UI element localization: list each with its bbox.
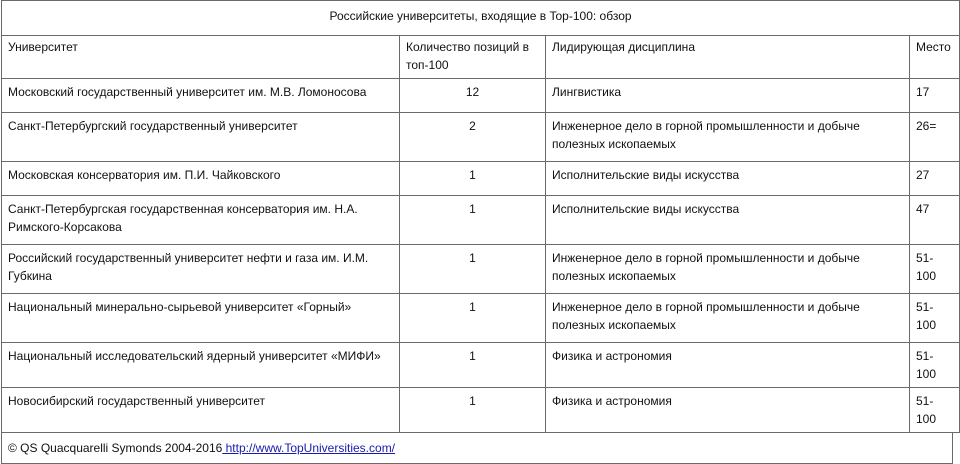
table-row <box>2 343 960 388</box>
universities-table <box>1 0 960 433</box>
cell-rank: 51-100 <box>910 343 960 388</box>
cell-count: 12 <box>400 79 546 113</box>
cell-university: Санкт-Петербургская государственная консерватория им. Н.А. Римского-Корсакова <box>2 196 400 245</box>
cell-count: 1 <box>400 388 546 433</box>
table-row <box>2 196 960 245</box>
cell-university: Национальный минерально-сырьевой университет «Горный» <box>2 294 400 343</box>
cell-university: Новосибирский государственный университет <box>2 388 400 433</box>
cell-discipline: Исполнительские виды искусства <box>546 196 910 245</box>
cell-university: Санкт-Петербургский государственный университет <box>2 113 400 162</box>
cell-discipline: Инженерное дело в горной промышленности и добыче полезных ископаемых <box>546 245 910 294</box>
cell-rank: 17 <box>910 79 960 113</box>
cell-discipline: Физика и астрономия <box>546 388 910 433</box>
cell-rank: 26= <box>910 113 960 162</box>
cell-discipline: Исполнительские виды искусства <box>546 162 910 196</box>
footer <box>1 433 953 464</box>
cell-count: 1 <box>400 196 546 245</box>
cell-count: 1 <box>400 343 546 388</box>
cell-university: Московский государственный университет им. М.В. Ломоносова <box>2 79 400 113</box>
cell-rank: 51-100 <box>910 294 960 343</box>
cell-count: 2 <box>400 113 546 162</box>
cell-discipline: Лингвистика <box>546 79 910 113</box>
cell-discipline: Физика и астрономия <box>546 343 910 388</box>
table-container <box>1 0 959 464</box>
copyright-text: © QS Quacquarelli Symonds 2004-2016 <box>8 441 223 455</box>
cell-discipline: Инженерное дело в горной промышленности и добыче полезных ископаемых <box>546 113 910 162</box>
column-header-count: Количество позиций в топ-100 <box>400 36 546 79</box>
table-row <box>2 294 960 343</box>
column-header-university: Университет <box>2 36 400 79</box>
table-row <box>2 245 960 294</box>
table-caption: Российские университеты, входящие в Top-100: обзор <box>2 1 960 36</box>
table-row <box>2 79 960 113</box>
column-header-rank: Место <box>910 36 960 79</box>
table-row <box>2 162 960 196</box>
cell-count: 1 <box>400 245 546 294</box>
cell-rank: 51-100 <box>910 245 960 294</box>
topuniversities-link[interactable]: http://www.TopUniversities.com/ <box>222 441 396 455</box>
cell-count: 1 <box>400 294 546 343</box>
table-row <box>2 113 960 162</box>
cell-rank: 47 <box>910 196 960 245</box>
cell-university: Московская консерватория им. П.И. Чайковского <box>2 162 400 196</box>
cell-rank: 27 <box>910 162 960 196</box>
cell-count: 1 <box>400 162 546 196</box>
table-row <box>2 388 960 433</box>
column-header-discipline: Лидирующая дисциплина <box>546 36 910 79</box>
cell-university: Национальный исследовательский ядерный университет «МИФИ» <box>2 343 400 388</box>
cell-rank: 51-100 <box>910 388 960 433</box>
cell-university: Российский государственный университет нефти и газа им. И.М. Губкина <box>2 245 400 294</box>
header-row <box>2 36 960 79</box>
cell-discipline: Инженерное дело в горной промышленности и добыче полезных ископаемых <box>546 294 910 343</box>
